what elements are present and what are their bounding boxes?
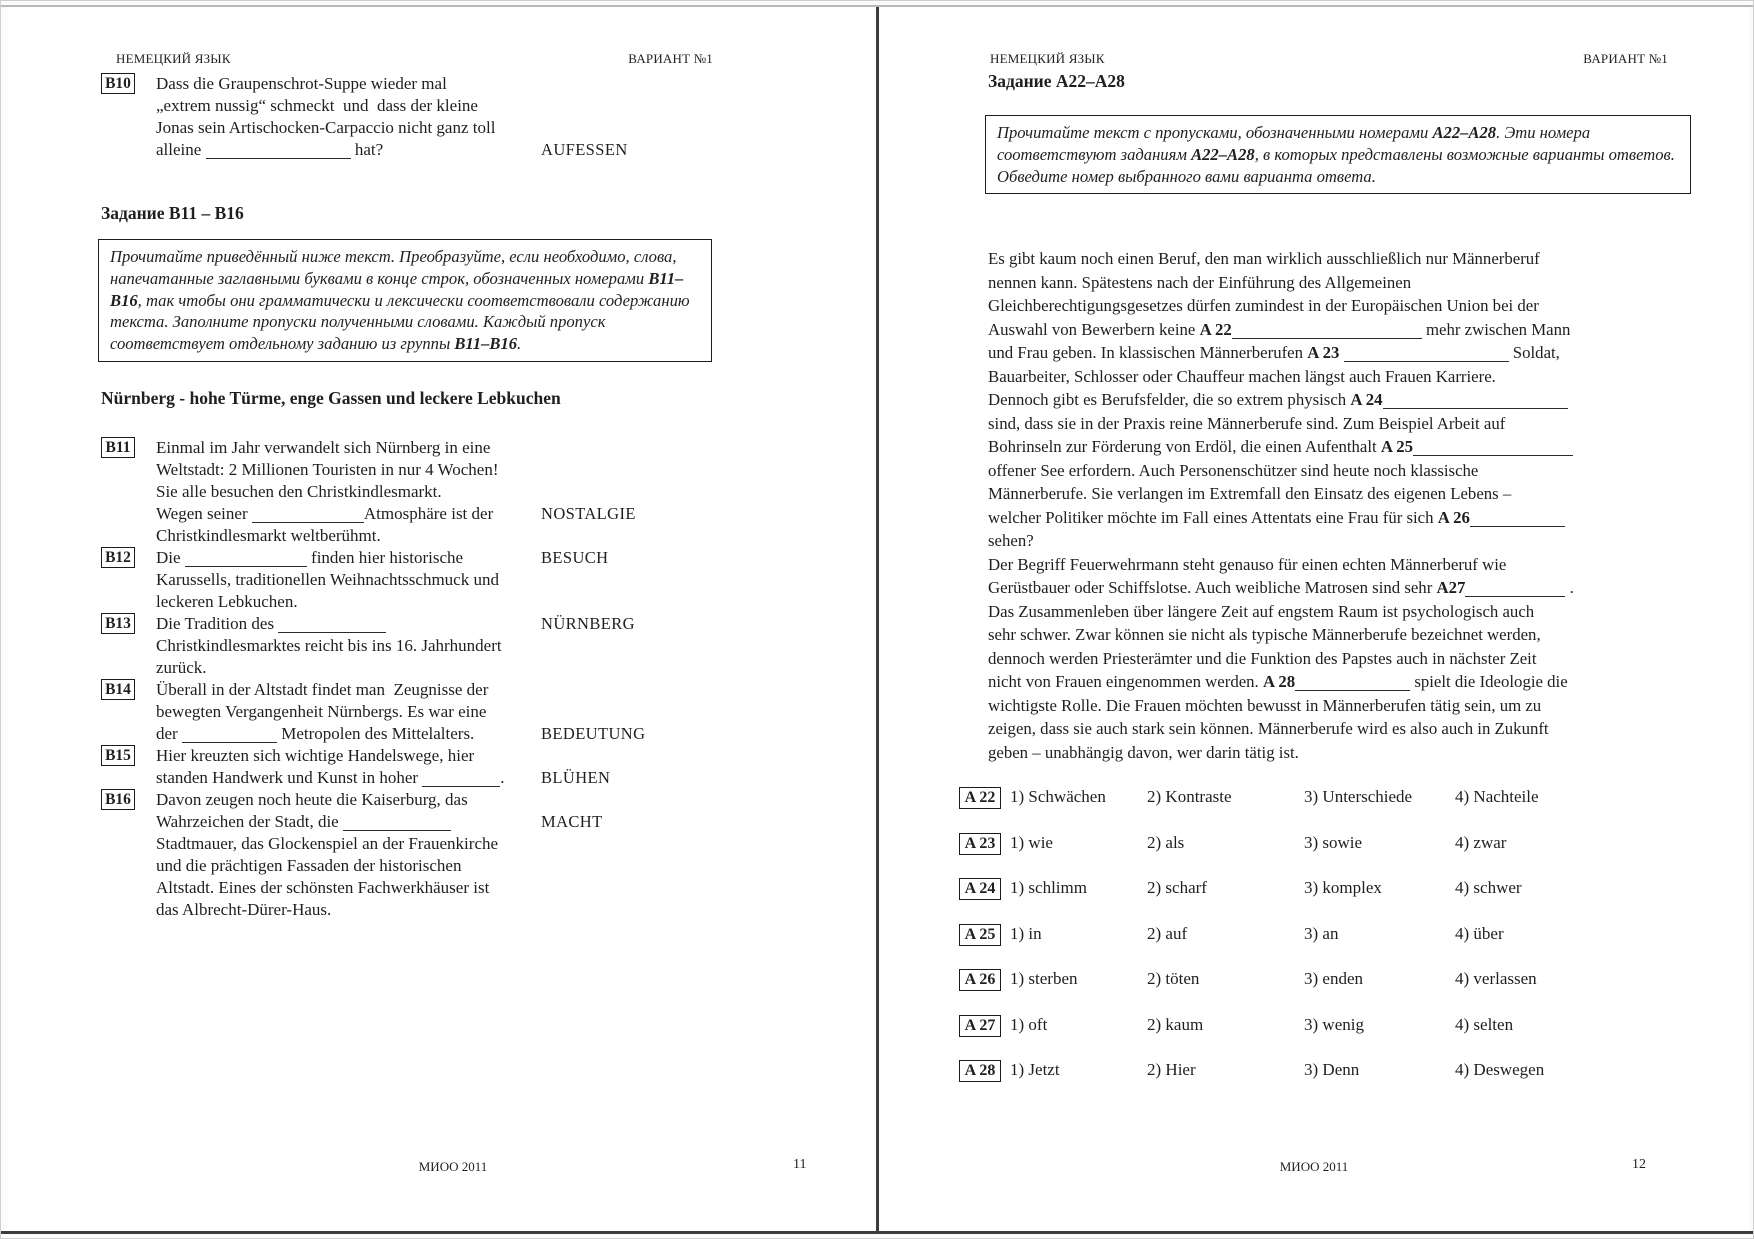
task-label: B13 [101, 613, 135, 634]
page-divider [876, 7, 879, 1233]
option-cell: 4) verlassen [1455, 969, 1537, 988]
bold-text: А22–А28 [1432, 123, 1497, 142]
option-row-A28 [959, 1060, 1699, 1082]
bold-text: A 28 [1262, 672, 1296, 691]
option-cell: 2) als [1147, 832, 1185, 852]
text-line: nennen kann. Spätestens nach der Einführung des Allgemeinen [988, 272, 1412, 292]
blank-line [1232, 324, 1422, 338]
footer-imprint: МИОО 2011 [1279, 1159, 1349, 1174]
option-label: A 24 [959, 878, 1001, 900]
instruction-box-right: Прочитайте текст с пропусками, обозначенными номерами А22–А28. Эти номера соответствуют заданиям А22–А28, в которых представлены возможные варианты ответов. Обведите номер выбранного вами варианта ответа. [985, 115, 1691, 194]
text-line: Christkindlesmarktes reicht bis ins 16. Jahrhundert [156, 636, 502, 655]
text-line: Auswahl von Bewerbern keine A 22 mehr zwischen Mann [988, 319, 1571, 339]
text-line: standen Handwerk und Kunst in hoher . BLÜHEN [156, 768, 611, 787]
section-title-a22-a28: Задание А22–А28 [988, 71, 1125, 91]
page-left [7, 7, 876, 1231]
text-line: Hier kreuzten sich wichtige Handelswege, hier [156, 746, 475, 765]
text-line: und die prächtigen Fassaden der historischen [156, 856, 462, 875]
page-number: 11 [793, 1157, 807, 1172]
page-right [880, 7, 1749, 1231]
task-item-B13 [101, 613, 741, 679]
text-line: bewegten Vergangenheit Nürnbergs. Es war eine [156, 702, 487, 721]
text-line: „extrem nussig“ schmeckt und dass der kleine [156, 96, 478, 115]
text-line: Bauarbeiter, Schlosser oder Chauffeur machen längst auch Frauen Karriere. [988, 366, 1496, 386]
keyword-word: NÜRNBERG [541, 614, 635, 633]
option-cell: 3) enden [1304, 969, 1364, 988]
task-label: B10 [101, 73, 135, 94]
text-line: Bohrinseln zur Förderung von Erdöl, die einen Aufenthalt A 25 [988, 435, 1708, 459]
option-cell: 1) sterben [1010, 969, 1078, 988]
option-cell: 1) Schwächen [1010, 787, 1106, 806]
option-label: A 27 [959, 1015, 1001, 1037]
text-line: alleine hat? AUFESSEN [156, 140, 628, 159]
option-cell: 4) selten [1455, 1014, 1514, 1034]
option-row-A23 [959, 833, 1699, 855]
blank-line [1413, 442, 1573, 456]
text-line: sehen? [988, 531, 1034, 550]
task-item-B11 [101, 437, 741, 547]
page-header [116, 51, 713, 67]
text-line: nicht von Frauen eingenommen werden. A 28 spielt die Ideologie die [988, 672, 1568, 691]
header-variant: ВАРИАНТ №1 [1583, 51, 1668, 66]
option-cell: 4) Nachteile [1455, 787, 1539, 806]
option-row-A27 [959, 1015, 1699, 1037]
task-item-B15 [101, 745, 741, 789]
keyword-word: BESUCH [541, 548, 609, 567]
text-line: sind, dass sie in der Praxis reine Männerberufe sind. Zum Beispiel Arbeit auf [988, 413, 1506, 433]
text-line: das Albrecht-Dürer-Haus. [156, 900, 332, 919]
option-cell: 1) schlimm [1010, 878, 1087, 897]
text-line: und Frau geben. In klassischen Männerberufen A 23 Soldat, [988, 343, 1560, 362]
task-text [156, 547, 741, 613]
task-text [156, 679, 741, 745]
option-cell: 1) oft [1010, 1014, 1048, 1034]
text-title: Nürnberg - hohe Türme, enge Gassen und leckere Lebkuchen [101, 388, 561, 408]
blank-line [1383, 395, 1568, 409]
option-cell: 2) töten [1147, 969, 1200, 988]
bold-text: A 22 [1199, 319, 1232, 339]
blank-line [185, 552, 307, 567]
bold-text: A27 [1436, 578, 1466, 597]
bold-text: B11–B16 [110, 268, 684, 310]
option-cell: 4) zwar [1455, 832, 1507, 852]
text-line: sehr schwer. Zwar können sie nicht als typische Männerberufe bezeichnet werden, [988, 625, 1541, 644]
text-line: der Metropolen des Mittelalters. BEDEUTUNG [156, 724, 646, 743]
option-row-A26 [959, 969, 1699, 991]
text-line: offener See erfordern. Auch Personenschützer sind heute noch klassische [988, 460, 1479, 480]
bold-text: A 26 [1437, 507, 1470, 527]
task-text [156, 789, 741, 921]
blank-line [1470, 512, 1565, 526]
text-line: geben – unabhängig davon, wer darin tätig ist. [988, 742, 1299, 762]
text-line: Karussells, traditionellen Weihnachtsschmuck und [156, 570, 499, 589]
text-line: Die Tradition des NÜRNBERG [156, 614, 635, 633]
footer-imprint: МИОО 2011 [418, 1159, 488, 1174]
blank-line [182, 728, 277, 743]
text-line: Die finden hier historische BESUCH [156, 548, 609, 567]
keyword-word: BEDEUTUNG [541, 724, 646, 743]
text-line: zurück. [156, 658, 207, 677]
bold-text: A 24 [1350, 390, 1383, 409]
text-line: dennoch werden Priesterämter und die Funktion des Papstes auch in nächster Zeit [988, 648, 1537, 668]
bold-text: A 23 [1307, 343, 1340, 362]
header-subject: НЕМЕЦКИЙ ЯЗЫК [990, 51, 1105, 66]
bold-text: А22–А28 [1191, 144, 1255, 164]
text-line: zeigen, dass sie auch stark sein können. Männerberufe wird es also auch in Zukunft [988, 719, 1549, 738]
task-items-b11-b16 [101, 437, 741, 921]
text-line: Weltstadt: 2 Millionen Touristen in nur 4 Wochen! [156, 460, 499, 479]
blank-line [1465, 583, 1565, 597]
section-title-b11-b16: Задание B11 – B16 [101, 203, 244, 223]
blank-line [252, 508, 364, 523]
option-cell: 3) komplex [1304, 878, 1382, 897]
bold-text: A 25 [1380, 437, 1414, 456]
instruction-box-left: Прочитайте приведённый ниже текст. Преобразуйте, если необходимо, слова, напечатанные заглавными буквами в конце строк, обозначенных номерами B11–B16, так чтобы они грамматически и лексически соответствовали содержанию текста. Заполните пропуски полученными словами. Каждый пропуск соответствует отдельному заданию из группы B11–B16. [98, 239, 712, 362]
option-cell: 2) Kontraste [1147, 787, 1232, 806]
task-item-B10 [101, 73, 721, 161]
text-line: Das Zusammenleben über längere Zeit auf engstem Raum ist psychologisch auch [988, 601, 1535, 621]
page-header [990, 51, 1668, 67]
option-cell: 4) Deswegen [1455, 1060, 1545, 1079]
text-line: Dennoch gibt es Berufsfelder, die so extrem physisch A 24 [988, 388, 1708, 412]
option-cell: 2) scharf [1147, 878, 1207, 897]
text-line: Davon zeugen noch heute die Kaiserburg, das [156, 790, 468, 809]
blank-line [278, 618, 386, 633]
option-label: A 22 [959, 787, 1001, 809]
task-b10 [101, 73, 721, 161]
option-cell: 1) wie [1010, 832, 1053, 852]
option-cell: 3) Unterschiede [1304, 787, 1413, 806]
task-text [156, 613, 741, 679]
option-label: A 25 [959, 924, 1001, 946]
text-line: Der Begriff Feuerwehrmann steht genauso für einen echten Männerberuf wie [988, 554, 1507, 574]
task-item-B14 [101, 679, 741, 745]
keyword-word: BLÜHEN [541, 768, 611, 787]
option-cell: 3) sowie [1304, 832, 1363, 852]
text-line: Wegen seiner Atmosphäre ist der NOSTALGIE [156, 504, 636, 523]
text-line: Es gibt kaum noch einen Beruf, den man wirklich ausschließlich nur Männerberuf [988, 249, 1540, 268]
task-label: B16 [101, 789, 135, 810]
keyword-word: NOSTALGIE [541, 504, 636, 523]
text-line: Altstadt. Eines der schönsten Fachwerkhäuser ist [156, 878, 490, 897]
header-subject: НЕМЕЦКИЙ ЯЗЫК [116, 51, 231, 66]
text-line: wichtigste Rolle. Die Frauen möchten bewusst in Männerberufen tätig sein, um zu [988, 695, 1542, 715]
option-label: A 26 [959, 969, 1001, 991]
blank-line [1295, 677, 1410, 691]
blank-line [422, 772, 500, 787]
text-line: Einmal im Jahr verwandelt sich Nürnberg in eine [156, 438, 491, 457]
option-cell: 2) kaum [1147, 1014, 1204, 1034]
keyword-word: AUFESSEN [541, 140, 628, 159]
text-line: Stadtmauer, das Glockenspiel an der Frauenkirche [156, 834, 499, 853]
text-line: Überall in der Altstadt findet man Zeugnisse der [156, 680, 489, 699]
blank-line [206, 144, 351, 159]
option-cell: 2) Hier [1147, 1060, 1196, 1079]
task-label: B14 [101, 679, 135, 700]
option-cell: 1) in [1010, 923, 1042, 943]
option-row-A25 [959, 924, 1699, 946]
text-line: Sie alle besuchen den Christkindlesmarkt. [156, 482, 442, 501]
task-item-B12 [101, 547, 741, 613]
option-label: A 28 [959, 1060, 1001, 1082]
task-label: B12 [101, 547, 135, 568]
blank-line [1344, 348, 1509, 362]
bottom-rule [1, 1231, 1754, 1234]
option-row-A22 [959, 787, 1699, 809]
text-line: Christkindlesmarkt weltberühmt. [156, 526, 381, 545]
text-line: Gerüstbauer oder Schiffslotse. Auch weibliche Matrosen sind sehr A27 . [988, 578, 1574, 597]
text-line: leckeren Lebkuchen. [156, 592, 298, 611]
option-cell: 1) Jetzt [1010, 1060, 1060, 1079]
option-cell: 4) über [1455, 923, 1504, 943]
task-text [156, 73, 721, 161]
answer-options [959, 787, 1699, 1106]
task-label: B11 [101, 437, 135, 458]
option-cell: 4) schwer [1455, 878, 1522, 897]
text-line: Jonas sein Artischocken-Carpaccio nicht ganz toll [156, 118, 496, 137]
keyword-word: MACHT [541, 812, 603, 831]
option-cell: 3) an [1304, 923, 1339, 943]
blank-line [343, 816, 451, 831]
text-line: Gleichberechtigungsgesetzes dürfen zumindest in der Europäischen Union bei der [988, 296, 1539, 315]
task-text [156, 437, 741, 547]
option-cell: 3) Denn [1304, 1060, 1360, 1079]
header-variant: ВАРИАНТ №1 [628, 51, 713, 66]
text-line: Männerberufe. Sie verlangen im Extremfall den Einsatz des eigenen Lebens – [988, 484, 1512, 503]
task-item-B16 [101, 789, 741, 921]
task-label: B15 [101, 745, 135, 766]
option-label: A 23 [959, 833, 1001, 855]
task-text [156, 745, 741, 789]
text-line: Wahrzeichen der Stadt, die MACHT [156, 812, 603, 831]
page-number: 12 [1632, 1157, 1646, 1172]
text-line: welcher Politiker möchte im Fall eines Attentats eine Frau für sich A 26 [988, 506, 1708, 530]
bold-text: B11–B16 [454, 334, 518, 354]
option-cell: 3) wenig [1304, 1014, 1364, 1034]
cloze-text [988, 247, 1708, 764]
option-cell: 2) auf [1147, 923, 1188, 943]
option-row-A24 [959, 878, 1699, 900]
text-line: Dass die Graupenschrot-Suppe wieder mal [156, 74, 447, 93]
